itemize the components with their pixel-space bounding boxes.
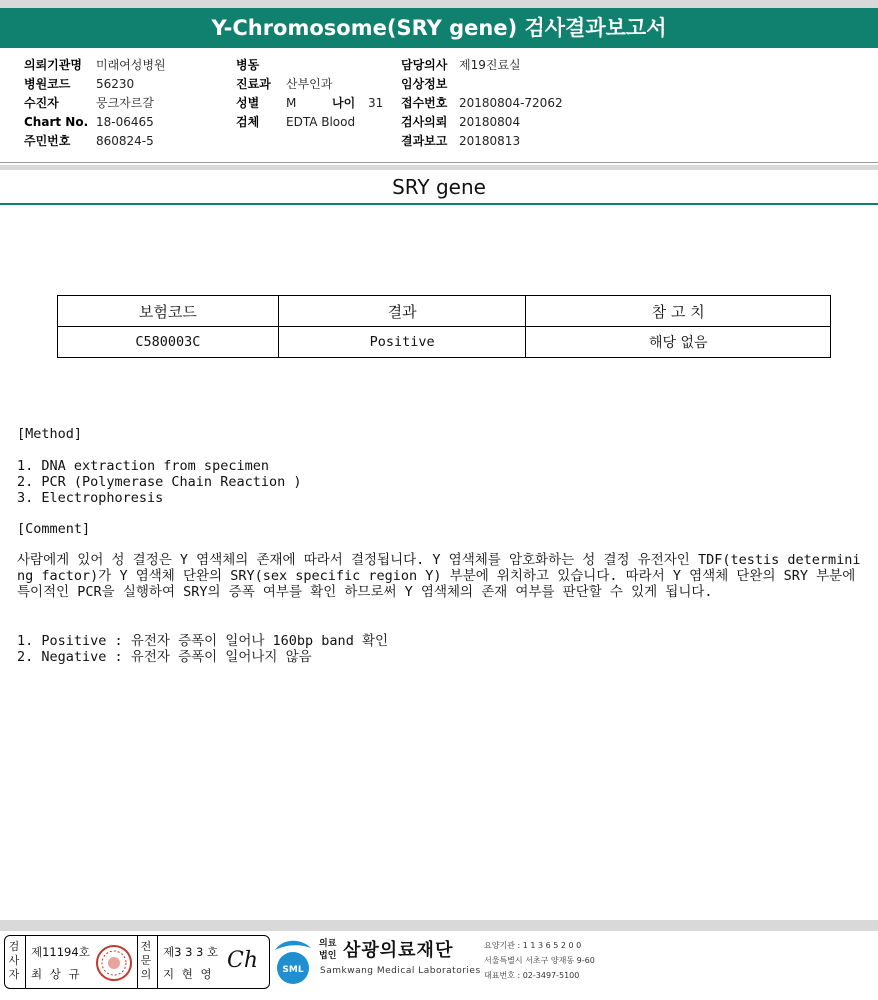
specialist-license-no: 제3 3 3 호 bbox=[163, 945, 219, 959]
divider-line bbox=[0, 162, 878, 163]
sign-divider bbox=[137, 936, 138, 988]
info-row-patient: 수진자 뭉크자르갈 bbox=[24, 96, 154, 110]
info-row-hospital-code: 병원코드 56230 bbox=[24, 77, 135, 91]
method-item-2: 2. PCR (Polymerase Chain Reaction ) bbox=[17, 474, 302, 490]
info-row-department: 진료과 산부인과 bbox=[236, 77, 333, 91]
divider-gray-band bbox=[0, 165, 878, 170]
specialist-name: 지 현 영 bbox=[163, 967, 214, 981]
age-label: 나이 bbox=[332, 96, 356, 110]
info-row-specimen: 검체 EDTA Blood bbox=[236, 115, 356, 129]
table-row bbox=[58, 327, 831, 358]
info-row-clinical-info: 임상정보 bbox=[401, 77, 448, 91]
info-row-resident-no: 주민번호 860824-5 bbox=[24, 134, 154, 148]
info-row-report-date: 결과보고 20180813 bbox=[401, 134, 521, 148]
specialist-label: 전문의 bbox=[140, 940, 152, 981]
sml-logo-icon bbox=[271, 936, 315, 986]
cell-result: Positive bbox=[278, 327, 526, 358]
tester-name: 최 상 규 bbox=[31, 967, 82, 981]
sml-badge-text: SML bbox=[282, 965, 304, 975]
org-name-en: Samkwang Medical Laboratories bbox=[320, 966, 481, 976]
method-heading: [Method] bbox=[17, 426, 83, 442]
report-title: Y-Chromosome(SRY gene) 검사결과보고서 bbox=[0, 8, 878, 48]
header-insurance-code: 보험코드 bbox=[58, 296, 279, 327]
org-address: 서울특별시 서초구 양재동 9-60 bbox=[484, 956, 595, 965]
tester-license-no: 제11194호 bbox=[31, 945, 90, 959]
tester-label: 검사자 bbox=[8, 940, 20, 981]
info-row-institution: 의뢰기관명 미래여성병원 bbox=[24, 58, 166, 72]
comment-text: 사람에게 있어 성 결정은 Y 염색체의 존재에 따라서 결정됩니다. Y 염색체를 암호화하는 성 결정 유전자인 TDF(testis determining factor)가 Y 염색체 단완의 SRY(sex specific region Y) 부분에 위치하고 있습니다. 따라서 Y 염색체 단완의 SRY 부분에 특이적인 PCR을 실행하여 SRY의 증폭 여부를 확인 하므로써 Y 염색체의 존재 여부를 판단할 수 있게 됩니다. bbox=[17, 552, 861, 600]
comment-heading: [Comment] bbox=[17, 521, 91, 537]
info-column-1 bbox=[24, 56, 166, 151]
header-result: 결과 bbox=[278, 296, 526, 327]
cell-reference: 해당 없음 bbox=[526, 327, 831, 358]
signature-mark: Ch bbox=[227, 948, 259, 973]
info-row-doctor: 담당의사 제19진료실 bbox=[401, 58, 521, 72]
sign-divider bbox=[25, 936, 26, 988]
info-row-ward: 병동 bbox=[236, 58, 260, 72]
org-name-ko: 삼광의료재단 bbox=[343, 940, 454, 961]
signature-box bbox=[4, 935, 270, 989]
legal-prefix-1: 의료 bbox=[319, 939, 337, 949]
info-column-3 bbox=[401, 56, 563, 151]
method-item-3: 3. Electrophoresis bbox=[17, 490, 164, 506]
table-header-row bbox=[58, 296, 831, 327]
seal-icon bbox=[95, 944, 133, 982]
sign-divider bbox=[157, 936, 158, 988]
org-phone: 대표번호 : 02-3497-5100 bbox=[484, 971, 580, 980]
section-title: SRY gene bbox=[392, 175, 486, 199]
header-reference: 참 고 치 bbox=[526, 296, 831, 327]
section-title-underline bbox=[0, 203, 878, 205]
info-row-request-date: 검사의뢰 20180804 bbox=[401, 115, 521, 129]
footer-gray-band bbox=[0, 920, 878, 931]
info-row-chart-no: Chart No. 18-06465 bbox=[24, 115, 154, 129]
cell-insurance-code: C580003C bbox=[58, 327, 279, 358]
age-value: 31 bbox=[368, 96, 384, 110]
legal-prefix-2: 법인 bbox=[319, 951, 337, 961]
info-row-receipt-no: 접수번호 20180804-72062 bbox=[401, 96, 563, 110]
top-gray-band bbox=[0, 0, 878, 8]
org-code-line: 요양기관 : 1 1 3 6 5 2 0 0 bbox=[484, 941, 582, 950]
method-item-1: 1. DNA extraction from specimen bbox=[17, 458, 269, 474]
comment-item-2: 2. Negative : 유전자 증폭이 일어나지 않음 bbox=[17, 649, 312, 665]
info-row-sex-age: 성별 M 나이 31 bbox=[236, 94, 383, 113]
info-column-2 bbox=[236, 56, 383, 132]
comment-item-1: 1. Positive : 유전자 증폭이 일어나 160bp band 확인 bbox=[17, 633, 389, 649]
result-table bbox=[57, 295, 831, 358]
